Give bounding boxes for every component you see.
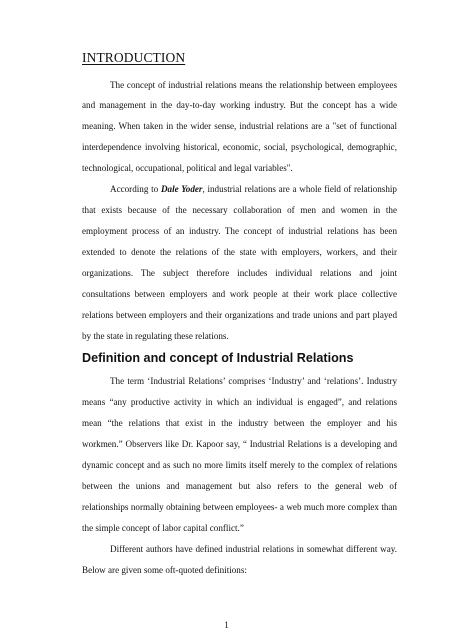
author-name: Dale Yoder	[160, 184, 203, 194]
paragraph-line: technological, occupational, political and legal variables".	[82, 163, 293, 173]
paragraph-line: between the unions and management but also refers to the general web of	[82, 481, 397, 491]
paragraph-line: extended to denote the relations of the state with employers, workers, and their	[82, 247, 397, 257]
paragraph-line: consultations between employers and work people at their work place collective	[82, 289, 397, 299]
paragraph-line: by the state in regulating these relations.	[82, 331, 229, 341]
paragraph-line: The term ‘Industrial Relations’ comprises ‘Industry’ and ‘relations’. Industry	[110, 376, 397, 386]
paragraph-line: meaning. When taken in the wider sense, industrial relations are a "set of functional	[82, 121, 397, 131]
paragraph-line: relationships normally obtaining between employees- a web much more complex than	[82, 502, 397, 512]
line-text: According to	[110, 184, 161, 194]
paragraph-line: the simple concept of labor capital conflict.”	[82, 523, 244, 533]
paragraph-line: employment process of an industry. The concept of industrial relations has been	[82, 226, 397, 236]
paragraph-line: workmen.” Observers like Dr. Kapoor say, “ Industrial Relations is a developing and	[82, 439, 397, 449]
paragraph-line: Different authors have defined industrial relations in somewhat different way.	[110, 544, 397, 554]
paragraph-line: interdependence involving historical, economic, social, psychological, demographic,	[82, 142, 397, 152]
line-text: , industrial relations are a whole field of relationship	[202, 184, 397, 194]
paragraph-line: dynamic concept and as such no more limits itself merely to the complex of relations	[82, 460, 397, 470]
page-title: INTRODUCTION	[82, 50, 186, 65]
paragraph-line: mean “the relations that exist in the industry between the employer and his	[82, 418, 397, 428]
paragraph-line: The concept of industrial relations means the relationship between employees	[110, 80, 397, 90]
paragraph-line: organizations. The subject therefore includes individual relations and joint	[82, 268, 397, 278]
paragraph-line: and management in the day-to-day working industry. But the concept has a wide	[82, 100, 397, 110]
paragraph-line: means “any productive activity in which an individual is engaged”, and relations	[82, 397, 397, 407]
paragraph-line: relations between employers and their organizations and trade unions and part played	[82, 310, 397, 320]
paragraph-line: Below are given some oft-quoted definitions:	[82, 565, 247, 575]
page-number: 1	[224, 620, 229, 630]
paragraph-line	[110, 184, 397, 194]
section-heading: Definition and concept of Industrial Relations	[82, 351, 354, 365]
paragraph-line: that exists because of the necessary collaboration of men and women in the	[82, 205, 397, 215]
